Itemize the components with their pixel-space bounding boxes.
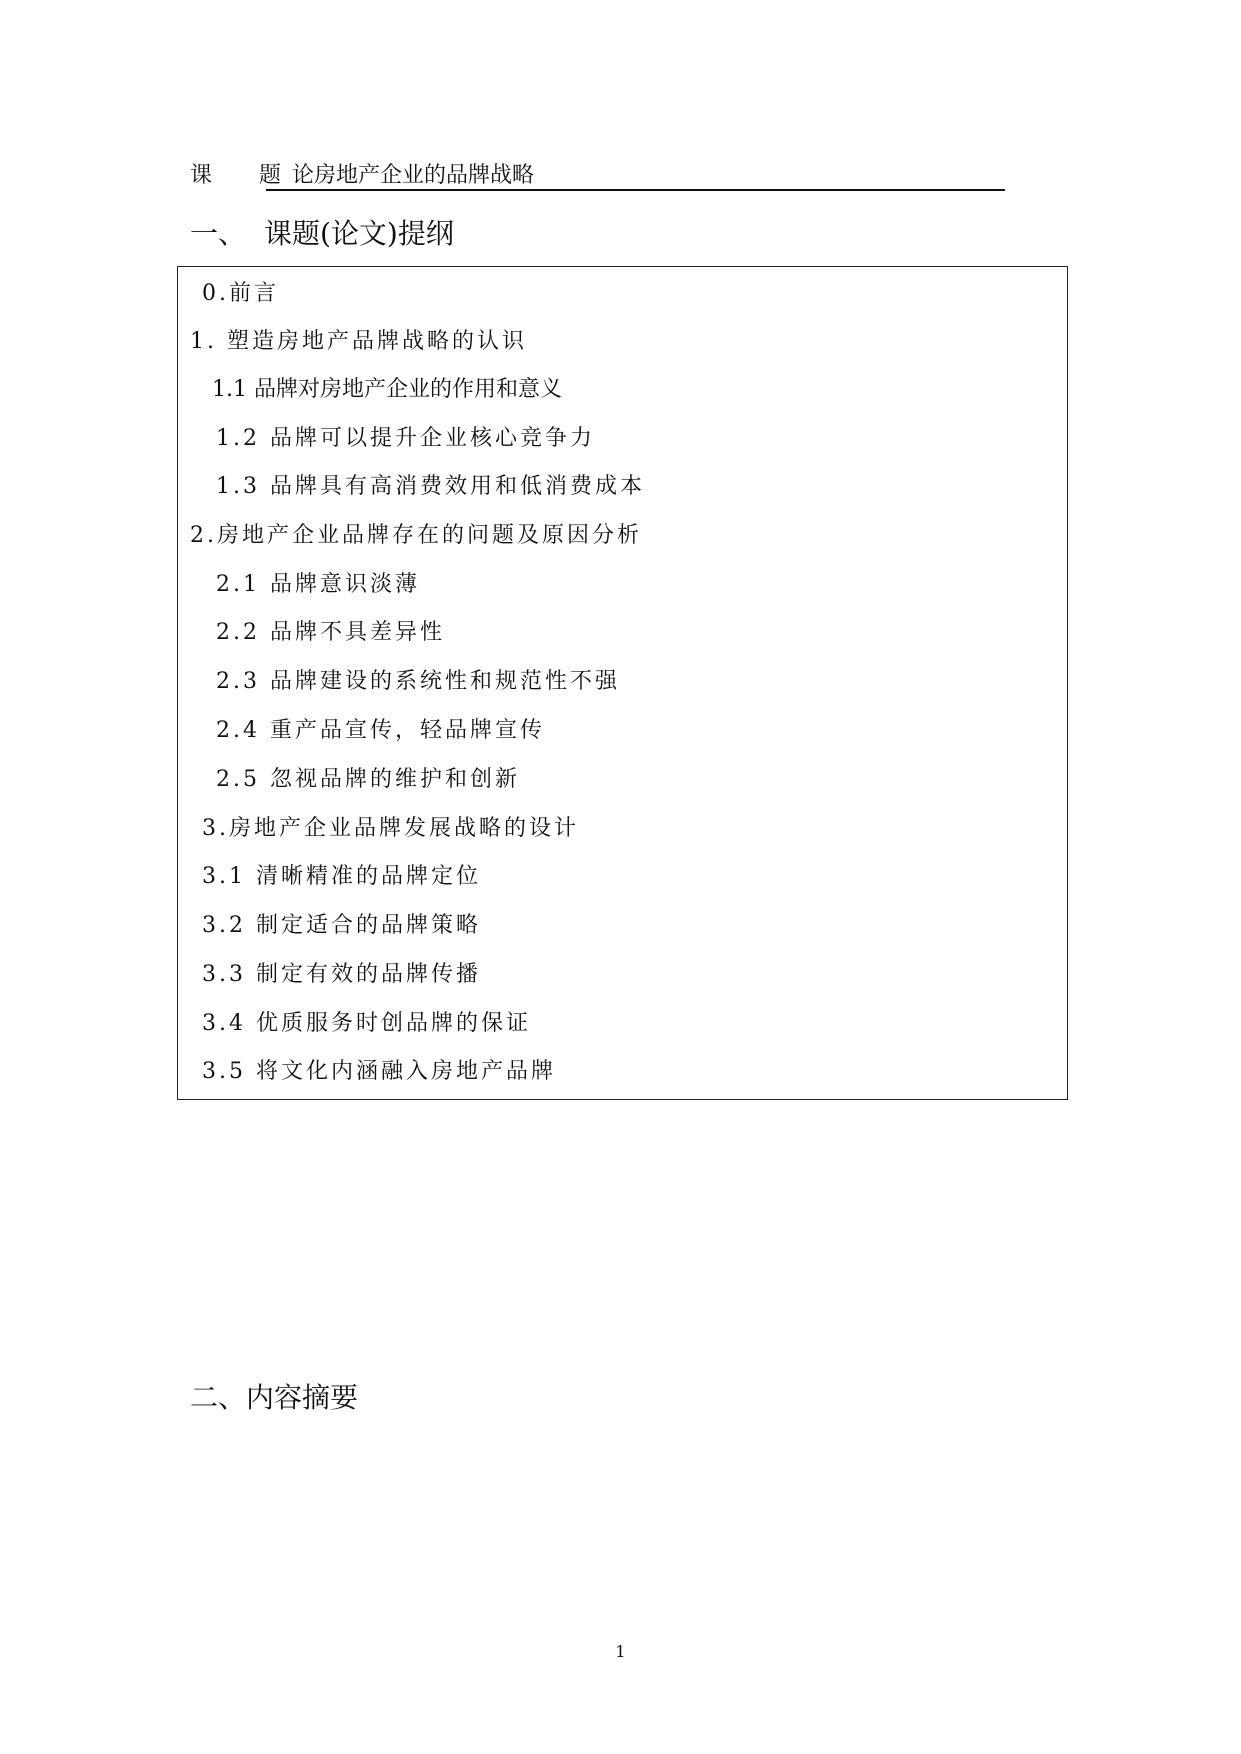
outline-item: 1. 塑造房地产品牌战略的认识 — [190, 329, 527, 354]
outline-item: 1.1 品牌对房地产企业的作用和意义 — [212, 377, 562, 402]
outline-item: 3.2 制定适合的品牌策略 — [202, 913, 481, 938]
subject-line — [190, 160, 1005, 192]
section-one-title: 课题(论文)提纲 — [264, 217, 454, 250]
outline-item: 3.房地产企业品牌发展战略的设计 — [202, 816, 579, 841]
page-number: 1 — [615, 1642, 626, 1661]
outline-item: 1.3 品牌具有高消费效用和低消费成本 — [216, 474, 645, 499]
outline-item: 3.4 优质服务时创品牌的保证 — [202, 1011, 531, 1036]
outline-item: 2.3 品牌建设的系统性和规范性不强 — [216, 669, 620, 694]
outline-item: 2.房地产企业品牌存在的问题及原因分析 — [190, 523, 642, 548]
outline-box — [177, 266, 1068, 1100]
outline-item: 3.1 清晰精准的品牌定位 — [202, 864, 481, 889]
subject-title: 论房地产企业的品牌战略 — [292, 163, 535, 188]
outline-item: 2.5 忽视品牌的维护和创新 — [216, 767, 520, 792]
outline-item: 1.2 品牌可以提升企业核心竞争力 — [216, 426, 595, 451]
outline-item: 0.前言 — [202, 281, 279, 306]
outline-item: 2.1 品牌意识淡薄 — [216, 572, 420, 597]
outline-item: 3.3 制定有效的品牌传播 — [202, 962, 481, 987]
section-one-number: 一、 — [190, 217, 247, 250]
section-heading-outline — [190, 214, 454, 254]
outline-item: 2.2 品牌不具差异性 — [216, 620, 445, 645]
outline-item: 2.4 重产品宣传，轻品牌宣传 — [216, 718, 545, 743]
outline-item: 3.5 将文化内涵融入房地产品牌 — [202, 1059, 556, 1084]
section-heading-abstract: 二、内容摘要 — [190, 1381, 359, 1414]
subject-label: 课 题 — [190, 163, 301, 188]
